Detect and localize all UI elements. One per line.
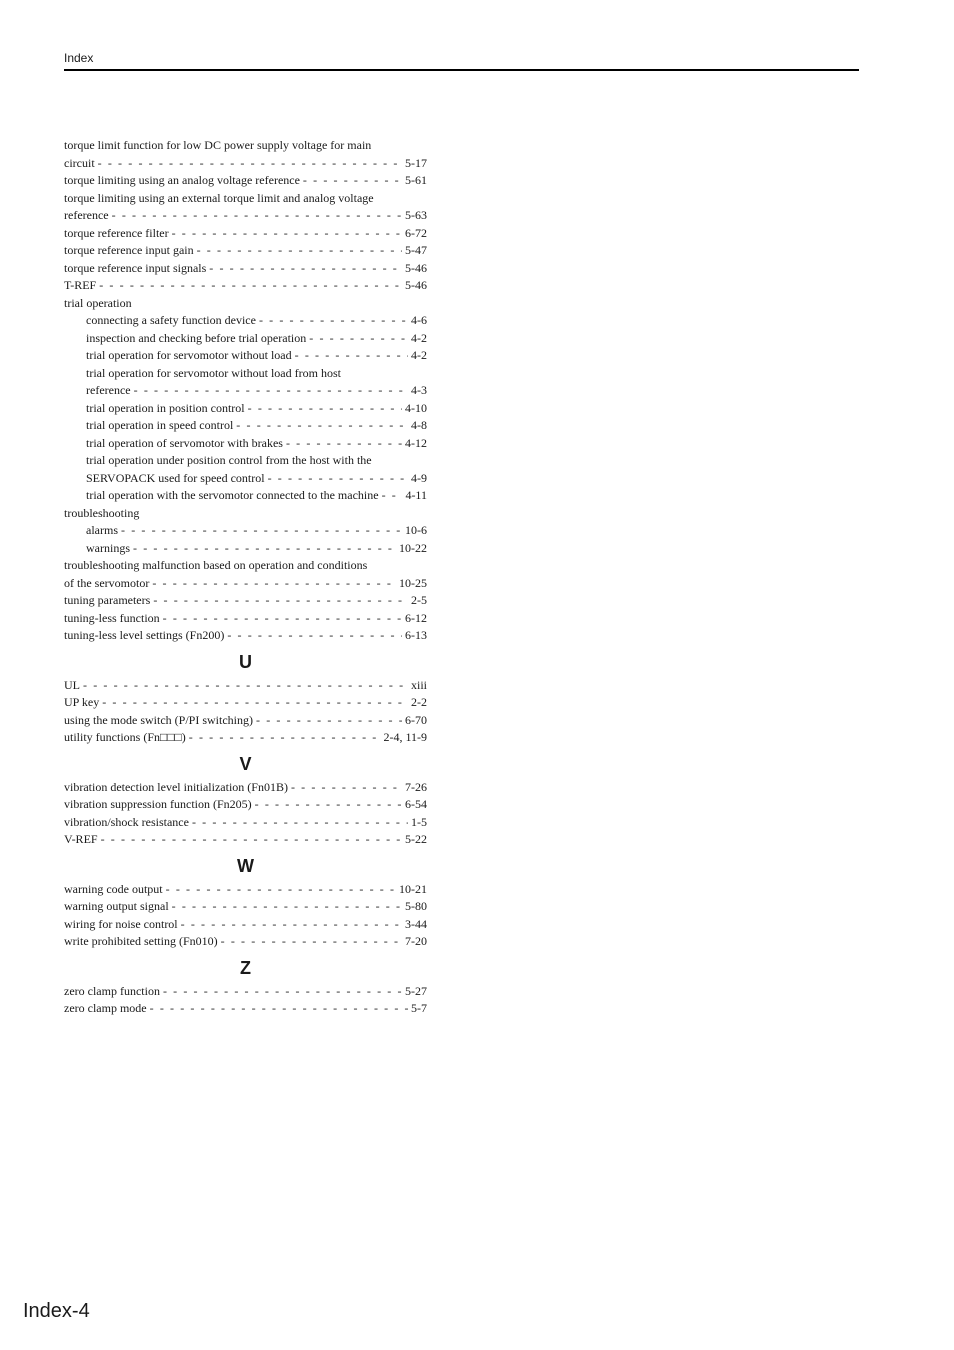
entry-term: tuning parameters (64, 593, 151, 607)
index-entry (64, 814, 427, 832)
entry-term: reference (86, 383, 131, 397)
entry-page-ref: 2-4, 11-9 (383, 730, 427, 744)
entry-term: torque limiting using an analog voltage reference (64, 173, 300, 187)
index-entry (86, 417, 427, 435)
dot-leader (163, 983, 402, 1001)
index-entry (64, 610, 427, 628)
entry-term: trial operation in position control (86, 400, 245, 415)
entry-term: UP key (64, 695, 100, 709)
index-entry (64, 881, 427, 899)
entry-term: V-REF (64, 832, 98, 846)
section-letter-v: V (239, 753, 252, 774)
dot-leader (291, 779, 402, 797)
entry-term: trial operation under position control from the host with the (86, 453, 372, 467)
entry-term: inspection and checking before trial operation (86, 330, 307, 345)
dot-leader (150, 1000, 408, 1018)
entry-term: torque reference input signals (64, 260, 207, 275)
dot-leader (382, 487, 403, 505)
entry-term: trial operation in speed control (86, 418, 234, 432)
entry-term: reference (64, 208, 109, 222)
dot-leader (152, 575, 396, 593)
entry-page-ref: xiii (410, 677, 427, 692)
entry-page-ref: 10-6 (405, 523, 427, 537)
dot-leader (255, 796, 402, 814)
index-entry (86, 312, 427, 330)
index-column (64, 137, 427, 1018)
entry-term: vibration/shock resistance (64, 814, 189, 829)
index-group-v (64, 779, 427, 849)
entry-term: torque limiting using an external torque limit and analog voltage (64, 190, 374, 205)
dot-leader (189, 729, 381, 747)
index-heading (64, 557, 427, 575)
entry-page-ref: 5-46 (405, 278, 427, 292)
entry-term: alarms (86, 523, 118, 537)
entry-term: connecting a safety function device (86, 313, 256, 327)
entry-term: wiring for noise control (64, 916, 178, 931)
index-heading (86, 452, 427, 470)
index-heading (64, 137, 427, 155)
index-entry (64, 207, 427, 225)
entry-page-ref: 5-61 (405, 173, 427, 187)
dot-leader (99, 277, 402, 295)
entry-page-ref: 4-8 (411, 418, 427, 432)
entry-page-ref: 6-54 (405, 797, 427, 811)
entry-term: SERVOPACK used for speed control (86, 470, 265, 485)
entry-term: torque limit function for low DC power supply voltage for main (64, 138, 372, 152)
dot-leader (227, 627, 402, 645)
dot-leader (163, 610, 402, 628)
index-group-u (64, 677, 427, 747)
index-entry (86, 400, 427, 418)
dot-leader (295, 347, 408, 365)
dot-leader (134, 382, 408, 400)
entry-page-ref: 5-17 (405, 155, 427, 170)
index-entry (86, 330, 427, 348)
entry-page-ref: 4-12 (405, 435, 427, 450)
entry-term: torque reference input gain (64, 243, 194, 257)
section-letter-w: W (237, 855, 254, 876)
entry-page-ref: 7-20 (405, 934, 427, 948)
dot-leader (192, 814, 408, 832)
index-entry (64, 677, 427, 695)
entry-page-ref: 10-22 (399, 540, 427, 555)
index-entry (64, 796, 427, 814)
entry-term: circuit (64, 155, 95, 170)
dot-leader (153, 592, 408, 610)
entry-page-ref: 4-9 (411, 470, 427, 485)
index-entry (86, 470, 427, 488)
entry-page-ref: 10-21 (399, 881, 427, 896)
dot-leader (181, 916, 402, 934)
dot-leader (256, 712, 402, 730)
header-rule (64, 69, 859, 71)
dot-leader (133, 540, 396, 558)
dot-leader (102, 694, 408, 712)
running-header: Index (64, 51, 94, 65)
entry-page-ref: 1-5 (411, 814, 427, 829)
entry-page-ref: 5-63 (405, 208, 427, 222)
entry-page-ref: 6-13 (405, 628, 427, 642)
index-entry (64, 627, 427, 645)
dot-leader (121, 522, 402, 540)
entry-page-ref: 7-26 (405, 779, 427, 794)
index-heading (64, 505, 427, 523)
entry-term: using the mode switch (P/PI switching) (64, 712, 253, 727)
dot-leader (236, 417, 408, 435)
entry-term: warning code output (64, 881, 163, 896)
entry-page-ref: 6-12 (405, 610, 427, 625)
index-entry (64, 831, 427, 849)
index-entry (86, 435, 427, 453)
entry-term: troubleshooting malfunction based on operation and conditions (64, 558, 368, 572)
index-entry (86, 347, 427, 365)
entry-term: zero clamp function (64, 983, 160, 998)
index-entry (86, 382, 427, 400)
entry-page-ref: 2-5 (411, 593, 427, 607)
index-heading (86, 365, 427, 383)
dot-leader (166, 881, 396, 899)
index-entry (64, 277, 427, 295)
entry-term: vibration suppression function (Fn205) (64, 797, 252, 811)
index-group-z (64, 983, 427, 1018)
index-entry (64, 172, 427, 190)
entry-term: tuning-less level settings (Fn200) (64, 628, 225, 642)
index-entry (64, 242, 427, 260)
dot-leader (209, 260, 402, 278)
entry-page-ref: 4-2 (411, 330, 427, 345)
entry-page-ref: 3-44 (405, 916, 427, 931)
index-entry (86, 522, 427, 540)
index-entry (64, 898, 427, 916)
entry-term: tuning-less function (64, 610, 160, 625)
section-letter-z: Z (240, 957, 251, 978)
index-entry (64, 712, 427, 730)
entry-page-ref: 5-22 (405, 832, 427, 846)
entry-term: UL (64, 677, 80, 692)
entry-term: T-REF (64, 278, 97, 292)
index-entry (64, 1000, 427, 1018)
entry-page-ref: 4-6 (411, 313, 427, 327)
dot-leader (286, 435, 402, 453)
dot-leader (112, 207, 402, 225)
dot-leader (309, 330, 408, 348)
section-letter-u: U (239, 651, 252, 672)
index-entry (64, 694, 427, 712)
index-entry (64, 155, 427, 173)
entry-term: of the servomotor (64, 575, 150, 590)
dot-leader (83, 677, 408, 695)
entry-page-ref: 6-70 (405, 712, 427, 727)
dot-leader (101, 831, 402, 849)
entry-term: trial operation with the servomotor connected to the machine (86, 488, 379, 502)
entry-term: trial operation (64, 295, 132, 310)
page-number: Index-4 (23, 1300, 90, 1322)
index-entry (64, 779, 427, 797)
entry-term: zero clamp mode (64, 1001, 147, 1015)
index-heading (64, 190, 427, 208)
dot-leader (268, 470, 408, 488)
entry-term: troubleshooting (64, 505, 140, 520)
entry-term: trial operation of servomotor with brakes (86, 435, 283, 450)
dot-leader (221, 933, 402, 951)
entry-term: write prohibited setting (Fn010) (64, 934, 218, 948)
index-entry (64, 933, 427, 951)
index-entry (86, 540, 427, 558)
index-entry (64, 916, 427, 934)
entry-page-ref: 5-47 (405, 243, 427, 257)
entry-term: warning output signal (64, 899, 169, 913)
index-entry (64, 260, 427, 278)
dot-leader (259, 312, 408, 330)
entry-term: torque reference filter (64, 225, 169, 240)
index-entry (64, 983, 427, 1001)
entry-page-ref: 4-10 (405, 400, 427, 415)
dot-leader (172, 225, 402, 243)
index-entry (64, 575, 427, 593)
entry-page-ref: 5-27 (405, 983, 427, 998)
entry-page-ref: 2-2 (411, 695, 427, 709)
index-entry (64, 592, 427, 610)
index-group-t (64, 137, 427, 645)
entry-page-ref: 4-11 (405, 488, 427, 502)
entry-page-ref: 6-72 (405, 225, 427, 240)
dot-leader (98, 155, 402, 173)
dot-leader (197, 242, 402, 260)
dot-leader (248, 400, 402, 418)
index-entry (86, 487, 427, 505)
entry-page-ref: 4-3 (411, 383, 427, 397)
index-entry (64, 729, 427, 747)
entry-page-ref: 5-46 (405, 260, 427, 275)
dot-leader (303, 172, 402, 190)
index-group-w (64, 881, 427, 951)
entry-page-ref: 5-7 (411, 1001, 427, 1015)
entry-page-ref: 10-25 (399, 575, 427, 590)
entry-term: utility functions (Fn□□□) (64, 730, 186, 744)
entry-term: trial operation for servomotor without load from host (86, 365, 341, 380)
entry-term: vibration detection level initialization (Fn01B) (64, 779, 288, 794)
entry-page-ref: 4-2 (411, 348, 427, 362)
entry-term: warnings (86, 540, 130, 555)
index-heading (64, 295, 427, 313)
entry-term: trial operation for servomotor without load (86, 348, 292, 362)
dot-leader (172, 898, 402, 916)
index-entry (64, 225, 427, 243)
entry-page-ref: 5-80 (405, 899, 427, 913)
